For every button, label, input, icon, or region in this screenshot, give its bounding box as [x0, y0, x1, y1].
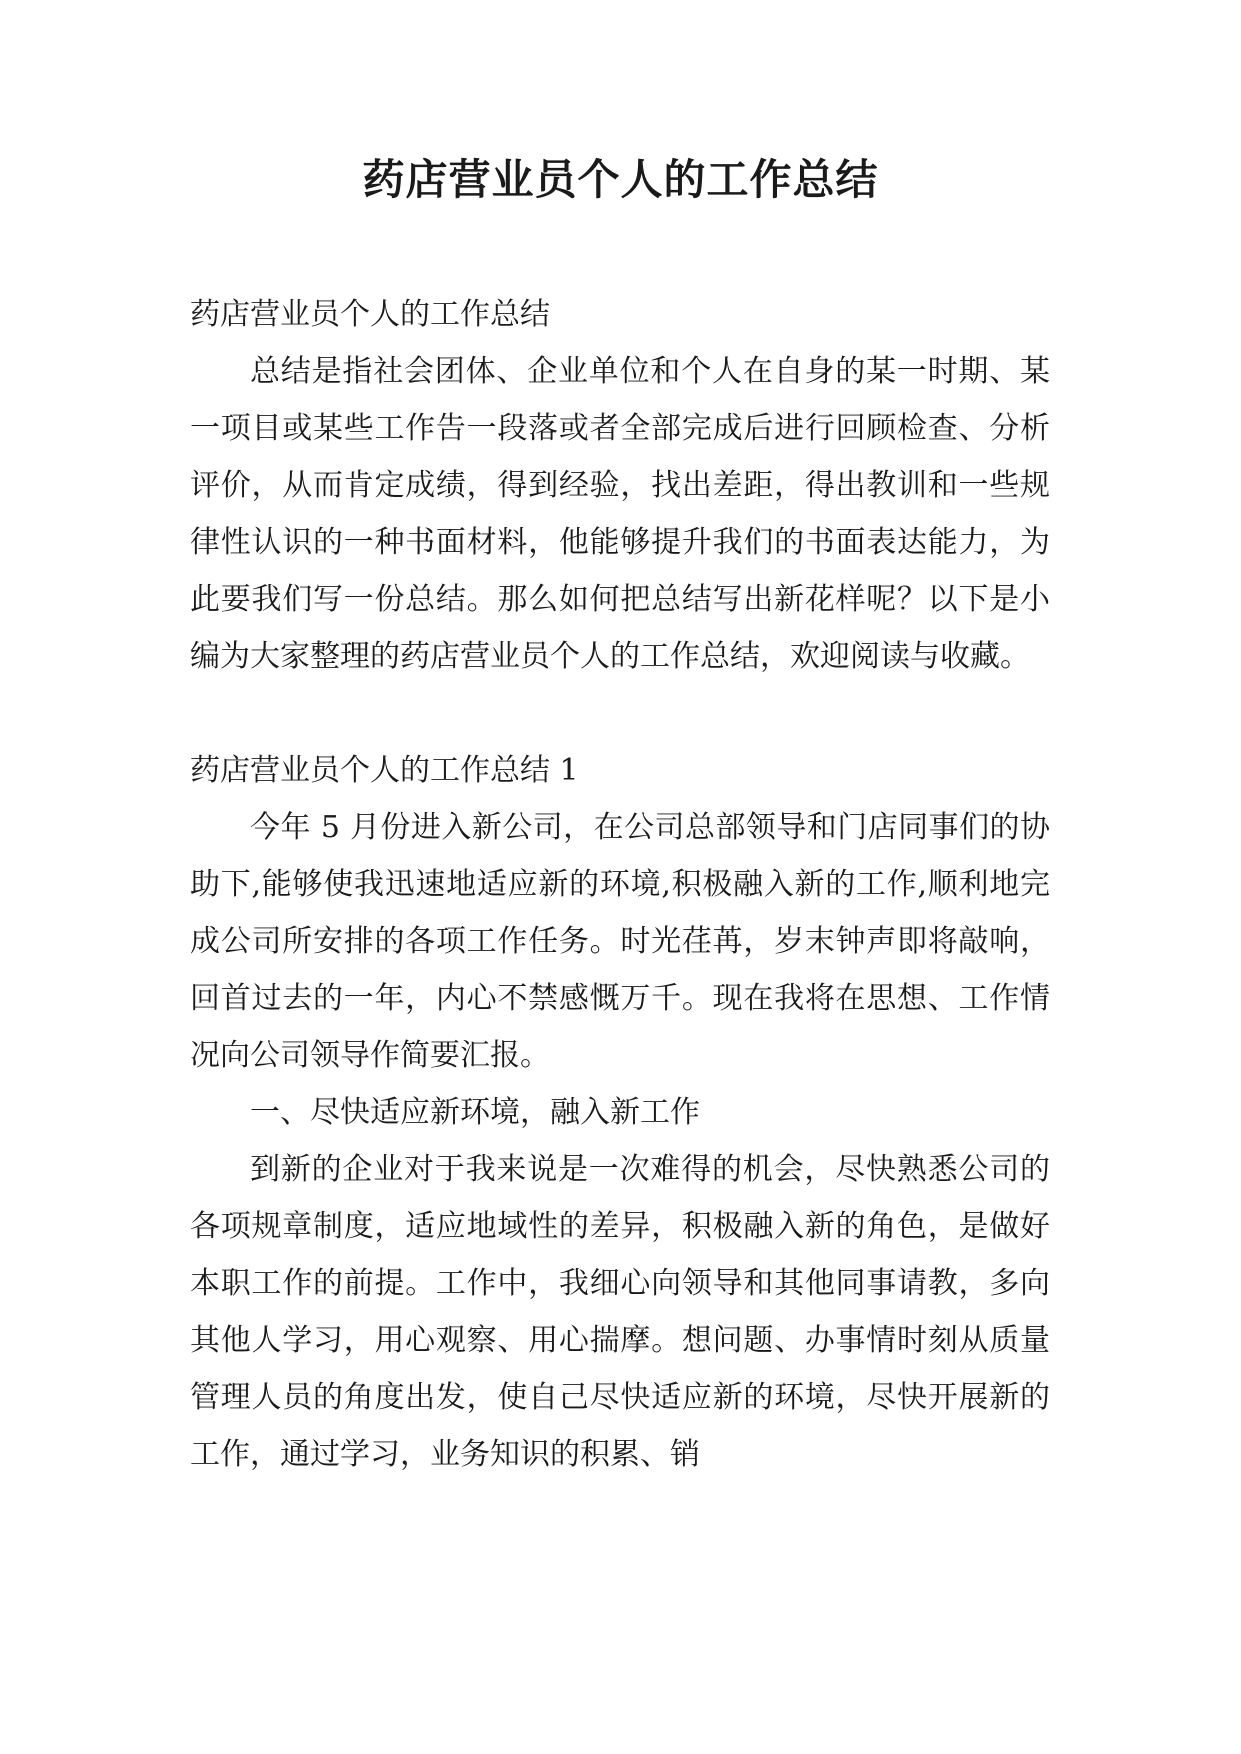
document-title: 药店营业员个人的工作总结: [362, 155, 879, 204]
document-body: [190, 286, 1050, 1483]
section-heading: 药店营业员个人的工作总结 1: [190, 753, 579, 788]
paragraph-spacer: [190, 685, 1050, 742]
section-paragraph: 今年 5 月份进入新公司，在公司总部领导和门店同事们的协助下,能够使我迅速地适应新的环境,积极融入新的工作,顺利地完成公司所安排的各项工作任务。时光荏苒，岁末钟声即将敲响，回首过去的一年，内心不禁感慨万千。现在我将在思想、工作情况向公司领导作简要汇报。: [190, 810, 1050, 1073]
section-subheading: 一、尽快适应新环境，融入新工作: [250, 1095, 700, 1130]
intro-heading: 药店营业员个人的工作总结: [190, 297, 550, 332]
intro-paragraph: 总结是指社会团体、企业单位和个人在自身的某一时期、某一项目或某些工作告一段落或者全部完成后进行回顾检查、分析评价，从而肯定成绩，得到经验，找出差距，得出教训和一些规律性认识的一种书面材料，他能够提升我们的书面表达能力，为此要我们写一份总结。那么如何把总结写出新花样呢？以下是小编为大家整理的药店营业员个人的工作总结，欢迎阅读与收藏。: [190, 354, 1050, 674]
section-paragraph: 到新的企业对于我来说是一次难得的机会，尽快熟悉公司的各项规章制度，适应地域性的差异，积极融入新的角色，是做好本职工作的前提。工作中，我细心向领导和其他同事请教，多向其他人学习，用心观察、用心揣摩。想问题、办事情时刻从质量管理人员的角度出发，使自己尽快适应新的环境，尽快开展新的工作，通过学习，业务知识的积累、销: [190, 1152, 1050, 1472]
